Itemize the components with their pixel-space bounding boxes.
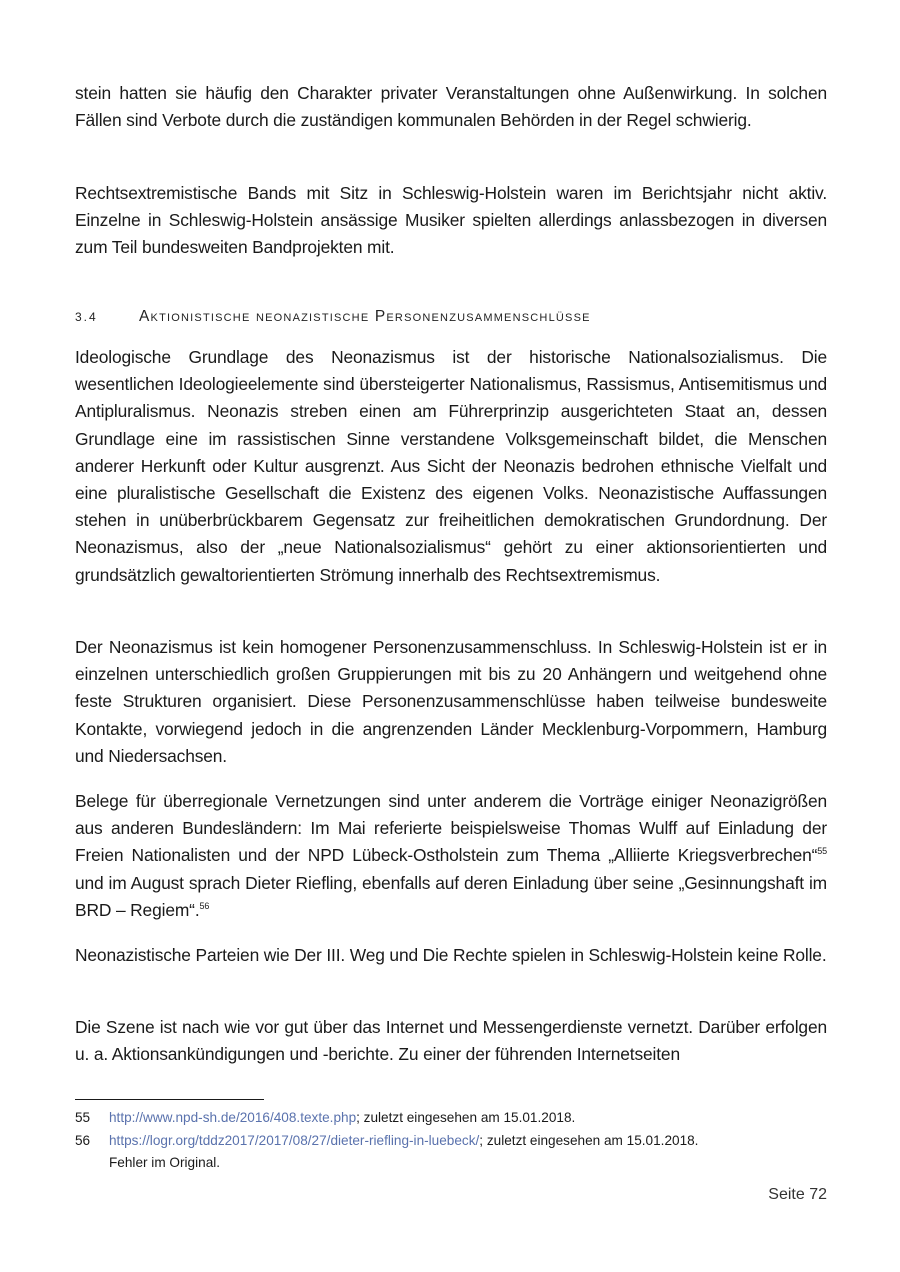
footnote-body — [109, 1130, 827, 1175]
footnote-text: ; zuletzt eingesehen am 15.01.2018. — [479, 1132, 699, 1148]
footnote-reference-55[interactable]: 55 — [817, 846, 827, 857]
paragraph-ideology: Ideologische Grundlage des Neonazismus ist der historische Nationalsozialismus. Die wesentlichen Ideologieelemente sind übersteigerter Nationalismus, Rassismus, Antisemitismus und Antipluralismus. Neonazis streben einen am Führerprinzip ausgerichteten Staat an, dessen Grundlage eine im rassistischen Sinne verstandene Volksgemeinschaft bildet, die Menschen anderer Herkunft oder Kultur ausgrenzt. Aus Sicht der Neonazis bedrohen ethnische Vielfalt und eine pluralistische Gesellschaft die Existenz des eigenen Volks. Neonazistische Auffassungen stehen in unüberbrückbarem Gegensatz zur freiheitlichen demokratischen Grundordnung. Der Neonazismus, also der „neue Nationalsozialismus“ gehört zu einer aktionsorientierten und grundsätzlich gewaltorientierten Strömung innerhalb des Rechtsextremismus. — [75, 347, 827, 585]
paragraph-intro: stein hatten sie häufig den Charakter privater Veranstaltungen ohne Außenwirkung. In solchen Fällen sind Verbote durch die zuständigen kommunalen Behörden in der Regel schwierig. — [75, 83, 827, 131]
paragraph-parties: Neonazistische Parteien wie Der III. Weg und Die Rechte spielen in Schleswig-Holstein keine Rolle. — [75, 945, 827, 965]
page-number: Seite 72 — [768, 1186, 827, 1203]
footnote-reference-56[interactable]: 56 — [199, 901, 210, 912]
footnotes — [75, 1107, 827, 1175]
document-page — [75, 0, 827, 1272]
footnote-extra: Fehler im Original. — [109, 1155, 221, 1171]
footnote-link[interactable]: http://www.npd-sh.de/2016/408.texte.php — [109, 1110, 357, 1125]
section-number: 3.4 — [75, 310, 98, 324]
section-heading — [75, 308, 827, 326]
footnote-55 — [75, 1107, 827, 1130]
section-title: Aktionistische neonazistische Personenzusammenschlüsse — [139, 308, 591, 325]
footnote-body — [109, 1107, 827, 1130]
paragraph-homogeneity: Der Neonazismus ist kein homogener Personenzusammenschluss. In Schleswig-Holstein ist er in einzelnen unterschiedlich großen Gruppierungen mit bis zu 20 Anhängern und weitgehend ohne feste Strukturen organisiert. Diese Personenzusammenschlüsse haben teilweise bundesweite Kontakte, vorwiegend jedoch in die angrenzenden Länder Mecklenburg-Vorpommern, Hamburg und Niedersachsen. — [75, 637, 827, 766]
footnote-separator — [75, 1099, 264, 1100]
footnote-number: 55 — [75, 1110, 91, 1125]
footnote-link[interactable]: https://logr.org/tddz2017/2017/08/27/dieter-riefling-in-luebeck/ — [109, 1132, 480, 1148]
footnote-text: ; zuletzt eingesehen am 15.01.2018. — [356, 1110, 576, 1125]
paragraph-networking-part-2: und im August sprach Dieter Riefling, ebenfalls auf deren Einladung über seine „Gesinnungshaft im BRD – Regiem“. — [75, 872, 827, 920]
footnote-56 — [75, 1130, 827, 1175]
paragraph-networking-part-1: Belege für überregionale Vernetzungen sind unter anderem die Vorträge einiger Neonazigrößen aus anderen Bundesländern: Im Mai referierte beispielsweise Thomas Wulff auf Einladung der Freien Nationalisten und der NPD Lübeck-Ostholstein zum Thema „Alliierte Kriegsverbrechen“ — [75, 791, 827, 866]
paragraph-scene: Die Szene ist nach wie vor gut über das Internet und Messengerdienste vernetzt. Darüber erfolgen u. a. Aktionsankündigungen und -berichte. Zu einer der führenden Internetseiten — [75, 1017, 827, 1065]
paragraph-networking — [75, 788, 827, 924]
footnote-number: 56 — [75, 1132, 91, 1148]
paragraph-bands: Rechtsextremistische Bands mit Sitz in Schleswig-Holstein waren im Berichtsjahr nicht aktiv. Einzelne in Schleswig-Holstein ansässige Musiker spielten allerdings anlassbezogen in diversen zum Teil bundesweiten Bandprojekten mit. — [75, 183, 827, 258]
